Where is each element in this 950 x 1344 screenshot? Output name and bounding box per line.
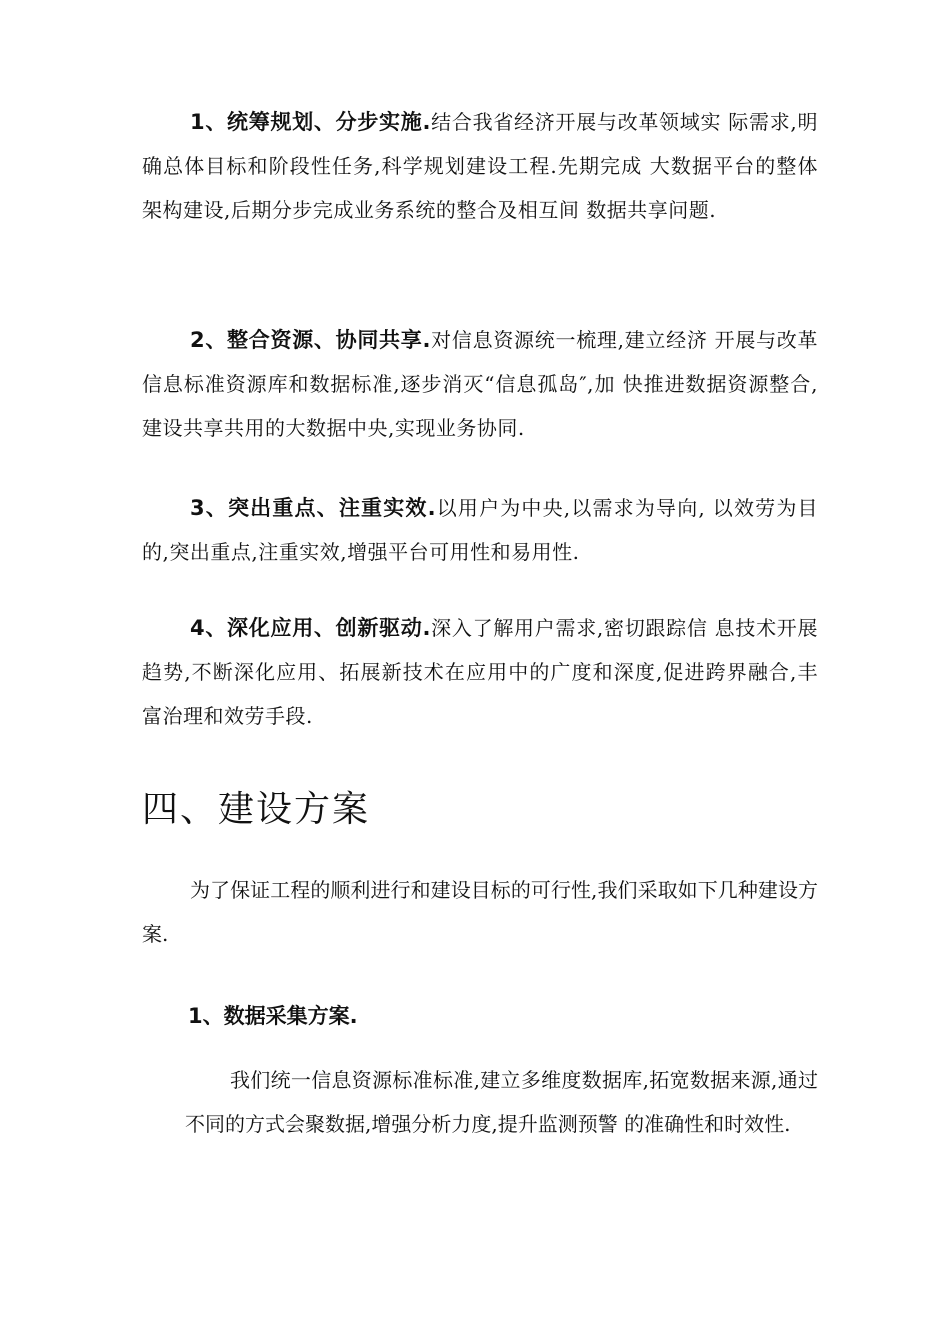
principle-body-1: 结合我省经济开展与改革领域实 际需求,明确总体目标和阶段性任务,科学规划建设工程.先期完成 大数据平台的整体架构建设,后期分步完成业务系统的整合及相互间 数据共享问题. bbox=[142, 110, 818, 222]
section-heading: 四、建设方案 bbox=[142, 789, 371, 830]
principle-title-2: 2、整合资源、协同共享. bbox=[190, 328, 431, 352]
principle-paragraph-1 bbox=[142, 100, 818, 232]
principle-body-4: 深入了解用户需求,密切跟踪信 息技术开展趋势,不断深化应用、拓展新技术在应用中的广度和深度,促进跨界融合,丰富治理和效劳手段. bbox=[142, 616, 818, 728]
principle-body-3: 以用户为中央,以需求为导向, 以效劳为目的,突出重点,注重实效,增强平台可用性和易用性. bbox=[142, 496, 818, 564]
principle-paragraph-2 bbox=[142, 318, 818, 450]
principle-title-4: 4、深化应用、创新驱动. bbox=[190, 616, 431, 640]
principle-title-1: 1、统筹规划、分步实施. bbox=[190, 110, 431, 134]
section-intro: 为了保证工程的顺利进行和建设目标的可行性,我们采取如下几种建设方案. bbox=[142, 878, 818, 946]
principle-title-3: 3、突出重点、注重实效. bbox=[190, 496, 437, 520]
principle-body-2: 对信息资源统一梳理,建立经济 开展与改革信息标准资源库和数据标准,逐步消灭“信息孤岛″,加 快推进数据资源整合,建设共享共用的大数据中央,实现业务协同. bbox=[142, 328, 818, 440]
principle-paragraph-4 bbox=[142, 606, 818, 738]
principle-paragraph-3 bbox=[142, 486, 818, 574]
subsection-body: 我们统一信息资源标准标准,建立多维度数据库,拓宽数据来源,通过不同的方式会聚数据,增强分析力度,提升监测预警 的准确性和时效性. bbox=[185, 1068, 818, 1136]
subsection-heading: 1、数据采集方案. bbox=[188, 1004, 358, 1028]
